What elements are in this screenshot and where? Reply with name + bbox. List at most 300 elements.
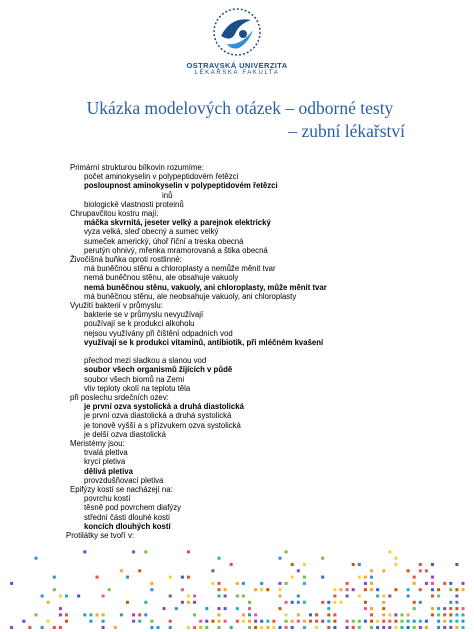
decorative-dot bbox=[59, 595, 62, 598]
decorative-dot bbox=[449, 613, 452, 616]
decorative-dot bbox=[419, 620, 422, 623]
decorative-dot bbox=[340, 601, 343, 604]
decorative-dot bbox=[53, 588, 56, 591]
question-line: perutýn ohnivý, mřenka mramorovaná a štika obecná bbox=[84, 245, 268, 255]
decorative-dot bbox=[431, 607, 434, 610]
decorative-dot bbox=[279, 557, 282, 560]
decorative-dot bbox=[242, 595, 245, 598]
decorative-dot bbox=[437, 620, 440, 623]
question-line: těsně pod povrchem diafýzy bbox=[84, 503, 182, 513]
decorative-dot bbox=[321, 601, 324, 604]
decorative-dot bbox=[47, 601, 50, 604]
decorative-dot bbox=[370, 626, 373, 629]
decorative-dot bbox=[346, 595, 349, 598]
decorative-dot bbox=[150, 626, 153, 629]
decorative-dot bbox=[425, 620, 428, 623]
decorative-dot bbox=[388, 613, 391, 616]
decorative-dot bbox=[205, 626, 208, 629]
decorative-dot bbox=[291, 620, 294, 623]
decorative-dot bbox=[413, 601, 416, 604]
decorative-dot bbox=[218, 613, 221, 616]
university-logo bbox=[175, 6, 299, 76]
decorative-dot bbox=[352, 588, 355, 591]
decorative-dot bbox=[382, 620, 385, 623]
decorative-dot bbox=[364, 582, 367, 585]
decorative-dot bbox=[138, 569, 141, 572]
decorative-dot bbox=[401, 626, 404, 629]
decorative-dot bbox=[297, 613, 300, 616]
decorative-dot bbox=[279, 607, 282, 610]
decorative-dot bbox=[333, 588, 336, 591]
decorative-dot bbox=[352, 563, 355, 566]
decorative-dot bbox=[10, 582, 13, 585]
decorative-dot bbox=[144, 550, 147, 553]
decorative-dot bbox=[22, 620, 25, 623]
decorative-dot bbox=[327, 626, 330, 629]
question-line: soubor všech biomů na Zemi bbox=[84, 374, 185, 384]
decorative-dot bbox=[285, 626, 288, 629]
decorative-dot bbox=[401, 613, 404, 616]
decorative-dot bbox=[236, 620, 239, 623]
decorative-dot bbox=[407, 626, 410, 629]
decorative-dot bbox=[462, 626, 465, 629]
question-line: je první ozva diastolická a druhá systolická bbox=[84, 411, 232, 421]
decorative-dot bbox=[321, 557, 324, 560]
question-line: provzdušňovací pletiva bbox=[84, 475, 164, 485]
decorative-dot bbox=[291, 601, 294, 604]
decorative-dot bbox=[169, 576, 172, 579]
decorative-dot bbox=[437, 588, 440, 591]
decorative-dot bbox=[279, 626, 282, 629]
decorative-dot bbox=[169, 626, 172, 629]
decorative-dot bbox=[382, 569, 385, 572]
decorative-dot bbox=[291, 576, 294, 579]
decorative-dot bbox=[346, 626, 349, 629]
decorative-dot bbox=[449, 582, 452, 585]
decorative-dot bbox=[382, 595, 385, 598]
decorative-dot bbox=[388, 550, 391, 553]
decorative-dot-pattern bbox=[0, 540, 474, 632]
decorative-dot bbox=[352, 626, 355, 629]
decorative-dot bbox=[382, 601, 385, 604]
decorative-dot bbox=[224, 607, 227, 610]
decorative-dot bbox=[388, 595, 391, 598]
question-line: je první ozva systolická a druhá diastolická bbox=[84, 402, 244, 412]
decorative-dot bbox=[236, 607, 239, 610]
decorative-dot bbox=[321, 620, 324, 623]
decorative-dot bbox=[333, 613, 336, 616]
decorative-dot bbox=[443, 613, 446, 616]
decorative-dot bbox=[431, 582, 434, 585]
decorative-dot bbox=[382, 613, 385, 616]
question-line: Využití bakterií v průmyslu: bbox=[70, 301, 163, 310]
decorative-dot bbox=[449, 601, 452, 604]
decorative-dot bbox=[193, 601, 196, 604]
decorative-dot bbox=[10, 626, 13, 629]
decorative-dot bbox=[449, 620, 452, 623]
decorative-dot bbox=[413, 607, 416, 610]
decorative-dot bbox=[297, 595, 300, 598]
decorative-dot bbox=[370, 588, 373, 591]
decorative-dot bbox=[169, 620, 172, 623]
decorative-dot bbox=[431, 613, 434, 616]
question-line: používají se k produkci alkoholu bbox=[84, 319, 195, 329]
decorative-dot bbox=[144, 613, 147, 616]
decorative-dot bbox=[370, 613, 373, 616]
decorative-dot bbox=[358, 563, 361, 566]
question-line: je tonově vyšší a s přízvukem ozva systolická bbox=[84, 420, 241, 430]
decorative-dot bbox=[260, 620, 263, 623]
decorative-dot bbox=[455, 563, 458, 566]
question-line: Epifýzy kostí se nacházejí na: bbox=[70, 485, 173, 494]
decorative-dot bbox=[41, 626, 44, 629]
decorative-dot bbox=[370, 582, 373, 585]
decorative-dot bbox=[358, 576, 361, 579]
decorative-dot bbox=[419, 588, 422, 591]
decorative-dot bbox=[35, 613, 38, 616]
decorative-dot bbox=[297, 601, 300, 604]
decorative-dot bbox=[303, 626, 306, 629]
title-line-1: Ukázka modelových otázek – odborné testy bbox=[86, 98, 394, 118]
decorative-dot bbox=[425, 582, 428, 585]
decorative-dot bbox=[358, 626, 361, 629]
decorative-dot bbox=[303, 620, 306, 623]
question-line: povrchu kostí bbox=[84, 494, 131, 504]
decorative-dot bbox=[96, 576, 99, 579]
decorative-dot bbox=[114, 626, 117, 629]
decorative-dot bbox=[211, 620, 214, 623]
decorative-dot bbox=[419, 601, 422, 604]
decorative-dot bbox=[272, 620, 275, 623]
decorative-dot bbox=[364, 607, 367, 610]
decorative-dot bbox=[431, 588, 434, 591]
decorative-dot bbox=[303, 582, 306, 585]
decorative-dot bbox=[218, 620, 221, 623]
question-line: Meristémy jsou: bbox=[70, 439, 125, 448]
decorative-dot bbox=[169, 595, 172, 598]
decorative-dot bbox=[455, 620, 458, 623]
decorative-dot bbox=[303, 576, 306, 579]
decorative-dot bbox=[187, 576, 190, 579]
decorative-dot bbox=[370, 569, 373, 572]
decorative-dot bbox=[333, 595, 336, 598]
question-line: při poslechu srdečních ozev: bbox=[70, 393, 169, 402]
decorative-dot bbox=[346, 582, 349, 585]
question-line: počet aminokyselin v polypeptidovém řetězci bbox=[84, 172, 239, 182]
decorative-dot bbox=[83, 550, 86, 553]
question-line: nemá buněčnou stěnu, vakuoly, ani chloroplasty, může měnit tvar bbox=[84, 282, 327, 292]
question-line: přechod mezi sladkou a slanou vod bbox=[84, 356, 207, 366]
decorative-dot bbox=[462, 613, 465, 616]
question-line: Chrupavčitou kostru mají: bbox=[70, 209, 159, 218]
decorative-dot bbox=[120, 613, 123, 616]
decorative-dot bbox=[254, 613, 257, 616]
decorative-dot bbox=[321, 576, 324, 579]
decorative-dot bbox=[150, 582, 153, 585]
decorative-dot bbox=[309, 613, 312, 616]
decorative-dot bbox=[132, 613, 135, 616]
decorative-dot bbox=[370, 620, 373, 623]
question-line: je delší ozva diastolická bbox=[84, 429, 166, 439]
decorative-dot bbox=[455, 626, 458, 629]
decorative-dot bbox=[285, 550, 288, 553]
decorative-dot bbox=[443, 626, 446, 629]
decorative-dot bbox=[370, 576, 373, 579]
decorative-dot bbox=[266, 620, 269, 623]
decorative-dot bbox=[327, 620, 330, 623]
decorative-dot bbox=[224, 620, 227, 623]
decorative-dot bbox=[327, 601, 330, 604]
decorative-dot bbox=[248, 626, 251, 629]
decorative-dot bbox=[236, 595, 239, 598]
decorative-dot bbox=[120, 569, 123, 572]
decorative-dot bbox=[419, 563, 422, 566]
decorative-dot bbox=[205, 607, 208, 610]
decorative-dot bbox=[394, 557, 397, 560]
decorative-dot bbox=[333, 626, 336, 629]
decorative-dot bbox=[431, 595, 434, 598]
decorative-dot bbox=[175, 607, 178, 610]
decorative-dot bbox=[449, 588, 452, 591]
decorative-dot bbox=[218, 582, 221, 585]
decorative-dot bbox=[437, 626, 440, 629]
decorative-dot bbox=[230, 626, 233, 629]
decorative-dot bbox=[279, 595, 282, 598]
decorative-dot bbox=[382, 607, 385, 610]
decorative-dot bbox=[376, 595, 379, 598]
decorative-dot bbox=[333, 601, 336, 604]
decorative-dot bbox=[425, 569, 428, 572]
decorative-dot bbox=[327, 613, 330, 616]
decorative-dot bbox=[437, 613, 440, 616]
decorative-dot bbox=[303, 601, 306, 604]
decorative-dot bbox=[89, 613, 92, 616]
decorative-dot bbox=[376, 620, 379, 623]
question-line: Protilátky se tvoří v: bbox=[66, 531, 135, 540]
decorative-dot bbox=[462, 607, 465, 610]
decorative-dot bbox=[187, 550, 190, 553]
decorative-dot bbox=[455, 588, 458, 591]
decorative-dot bbox=[455, 595, 458, 598]
decorative-dot bbox=[394, 563, 397, 566]
decorative-dot bbox=[462, 582, 465, 585]
decorative-dot bbox=[187, 626, 190, 629]
decorative-dot bbox=[248, 620, 251, 623]
decorative-dot bbox=[401, 620, 404, 623]
page-title bbox=[20, 97, 460, 143]
decorative-dot bbox=[327, 607, 330, 610]
decorative-dot bbox=[413, 620, 416, 623]
decorative-dot bbox=[138, 620, 141, 623]
decorative-dot bbox=[315, 613, 318, 616]
decorative-dot bbox=[376, 626, 379, 629]
decorative-dot bbox=[59, 613, 62, 616]
question-line: Živočišná buňka oproti rostlinné: bbox=[70, 255, 182, 264]
decorative-dot bbox=[248, 601, 251, 604]
title-line-2: – zubní lékařství bbox=[288, 121, 405, 141]
decorative-dot bbox=[272, 626, 275, 629]
decorative-dot bbox=[187, 595, 190, 598]
decorative-dot bbox=[462, 588, 465, 591]
decorative-dot bbox=[28, 626, 31, 629]
decorative-dot bbox=[407, 620, 410, 623]
decorative-dot bbox=[248, 607, 251, 610]
decorative-dot bbox=[407, 569, 410, 572]
decorative-dot bbox=[254, 620, 257, 623]
decorative-dot bbox=[364, 576, 367, 579]
decorative-dot bbox=[126, 601, 129, 604]
decorative-dot bbox=[236, 582, 239, 585]
decorative-dot bbox=[218, 607, 221, 610]
decorative-dot bbox=[59, 607, 62, 610]
decorative-dot bbox=[53, 576, 56, 579]
decorative-dot bbox=[83, 613, 86, 616]
question-line: dělivá pletiva bbox=[84, 466, 133, 476]
decorative-dot bbox=[242, 582, 245, 585]
decorative-dot bbox=[419, 569, 422, 572]
decorative-dot bbox=[333, 620, 336, 623]
decorative-dot bbox=[413, 626, 416, 629]
decorative-dot bbox=[102, 595, 105, 598]
decorative-dot bbox=[138, 613, 141, 616]
decorative-dot bbox=[266, 588, 269, 591]
question-line: koncích dlouhých kostí bbox=[84, 521, 171, 531]
decorative-dot bbox=[193, 595, 196, 598]
decorative-dot bbox=[407, 588, 410, 591]
decorative-dot bbox=[126, 576, 129, 579]
decorative-dot bbox=[437, 595, 440, 598]
decorative-dot bbox=[431, 576, 434, 579]
decorative-dot bbox=[431, 563, 434, 566]
university-name: OSTRAVSKÁ UNIVERZITA bbox=[186, 61, 288, 70]
question-line: nejsou využívány při čištění odpadních vod bbox=[84, 328, 233, 338]
decorative-dot bbox=[455, 601, 458, 604]
decorative-dot bbox=[297, 569, 300, 572]
decorative-dot bbox=[65, 620, 68, 623]
decorative-dot bbox=[218, 557, 221, 560]
decorative-dot bbox=[449, 607, 452, 610]
decorative-dot bbox=[132, 550, 135, 553]
decorative-dot bbox=[224, 588, 227, 591]
decorative-dot bbox=[181, 601, 184, 604]
decorative-dot bbox=[193, 613, 196, 616]
decorative-dot bbox=[266, 626, 269, 629]
decorative-dot bbox=[218, 626, 221, 629]
decorative-dot bbox=[96, 613, 99, 616]
decorative-dot bbox=[309, 620, 312, 623]
decorative-dot bbox=[242, 620, 245, 623]
decorative-dot bbox=[376, 588, 379, 591]
decorative-dot bbox=[65, 595, 68, 598]
decorative-dot bbox=[199, 620, 202, 623]
decorative-dot bbox=[407, 595, 410, 598]
decorative-dot bbox=[248, 613, 251, 616]
decorative-dot bbox=[394, 626, 397, 629]
decorative-dot bbox=[352, 620, 355, 623]
decorative-dot bbox=[199, 626, 202, 629]
decorative-dot bbox=[425, 626, 428, 629]
decorative-dot bbox=[65, 613, 68, 616]
decorative-dot bbox=[224, 595, 227, 598]
decorative-dot bbox=[413, 576, 416, 579]
decorative-dot bbox=[260, 626, 263, 629]
decorative-dot bbox=[437, 607, 440, 610]
decorative-dot bbox=[303, 563, 306, 566]
decorative-dot bbox=[394, 613, 397, 616]
decorative-dot bbox=[260, 588, 263, 591]
decorative-dot bbox=[407, 613, 410, 616]
decorative-dot bbox=[364, 588, 367, 591]
decorative-dot bbox=[285, 582, 288, 585]
decorative-dot bbox=[340, 588, 343, 591]
decorative-dot bbox=[47, 620, 50, 623]
decorative-dot bbox=[285, 601, 288, 604]
decorative-dot bbox=[279, 582, 282, 585]
decorative-dot bbox=[230, 563, 233, 566]
decorative-dot bbox=[455, 607, 458, 610]
question-line: trvalá pletiva bbox=[84, 448, 128, 458]
decorative-dot bbox=[218, 588, 221, 591]
question-line: má buněčnou stěnu a chloroplasty a nemůže měnit tvar bbox=[84, 264, 276, 274]
decorative-dot bbox=[108, 588, 111, 591]
decorative-dot bbox=[388, 626, 391, 629]
decorative-dot bbox=[260, 582, 263, 585]
decorative-dot bbox=[455, 613, 458, 616]
question-line: vyza velká, sleď obecný a sumec velký bbox=[84, 227, 219, 237]
question-line: inů bbox=[162, 190, 173, 200]
decorative-dot bbox=[77, 595, 80, 598]
decorative-dot bbox=[150, 588, 153, 591]
decorative-dot bbox=[291, 563, 294, 566]
question-line: bakterie se v průmyslu nevyužívají bbox=[84, 310, 204, 320]
decorative-dot bbox=[181, 588, 184, 591]
decorative-dot bbox=[285, 613, 288, 616]
decorative-dot bbox=[382, 626, 385, 629]
decorative-dot bbox=[413, 582, 416, 585]
decorative-dot bbox=[364, 620, 367, 623]
decorative-dot bbox=[254, 626, 257, 629]
decorative-dot bbox=[462, 620, 465, 623]
decorative-dot bbox=[242, 613, 245, 616]
decorative-dot bbox=[205, 620, 208, 623]
question-line: biologické vlastnosti proteinů bbox=[84, 199, 184, 209]
decorative-dot bbox=[358, 595, 361, 598]
decorative-dot bbox=[315, 626, 318, 629]
decorative-dot bbox=[443, 582, 446, 585]
decorative-dot bbox=[89, 620, 92, 623]
decorative-dot bbox=[419, 626, 422, 629]
question-line: nemá buněčnou stěnu, ale obsahuje vakuoly bbox=[84, 273, 239, 283]
decorative-dot bbox=[157, 626, 160, 629]
decorative-dot bbox=[211, 569, 214, 572]
question-line: máčka skvrnitá, jeseter velký a parejnok elektrický bbox=[84, 218, 271, 228]
decorative-dot bbox=[53, 626, 56, 629]
decorative-dot bbox=[41, 595, 44, 598]
question-line: posloupnost aminokyselin v polypeptidovém řetězci bbox=[84, 181, 278, 191]
decorative-dot bbox=[285, 620, 288, 623]
question-line: střední části dlouhé kosti bbox=[84, 512, 170, 522]
decorative-dot bbox=[358, 620, 361, 623]
decorative-dot bbox=[315, 620, 318, 623]
decorative-dot bbox=[346, 620, 349, 623]
decorative-dot bbox=[449, 626, 452, 629]
faculty-name: LÉKAŘSKÁ FAKULTA bbox=[194, 70, 280, 76]
decorative-dot bbox=[163, 607, 166, 610]
question-line: Primární strukturou bílkovin rozumíme: bbox=[70, 163, 204, 172]
decorative-dot bbox=[181, 576, 184, 579]
decorative-dot bbox=[388, 620, 391, 623]
decorative-dot bbox=[132, 620, 135, 623]
